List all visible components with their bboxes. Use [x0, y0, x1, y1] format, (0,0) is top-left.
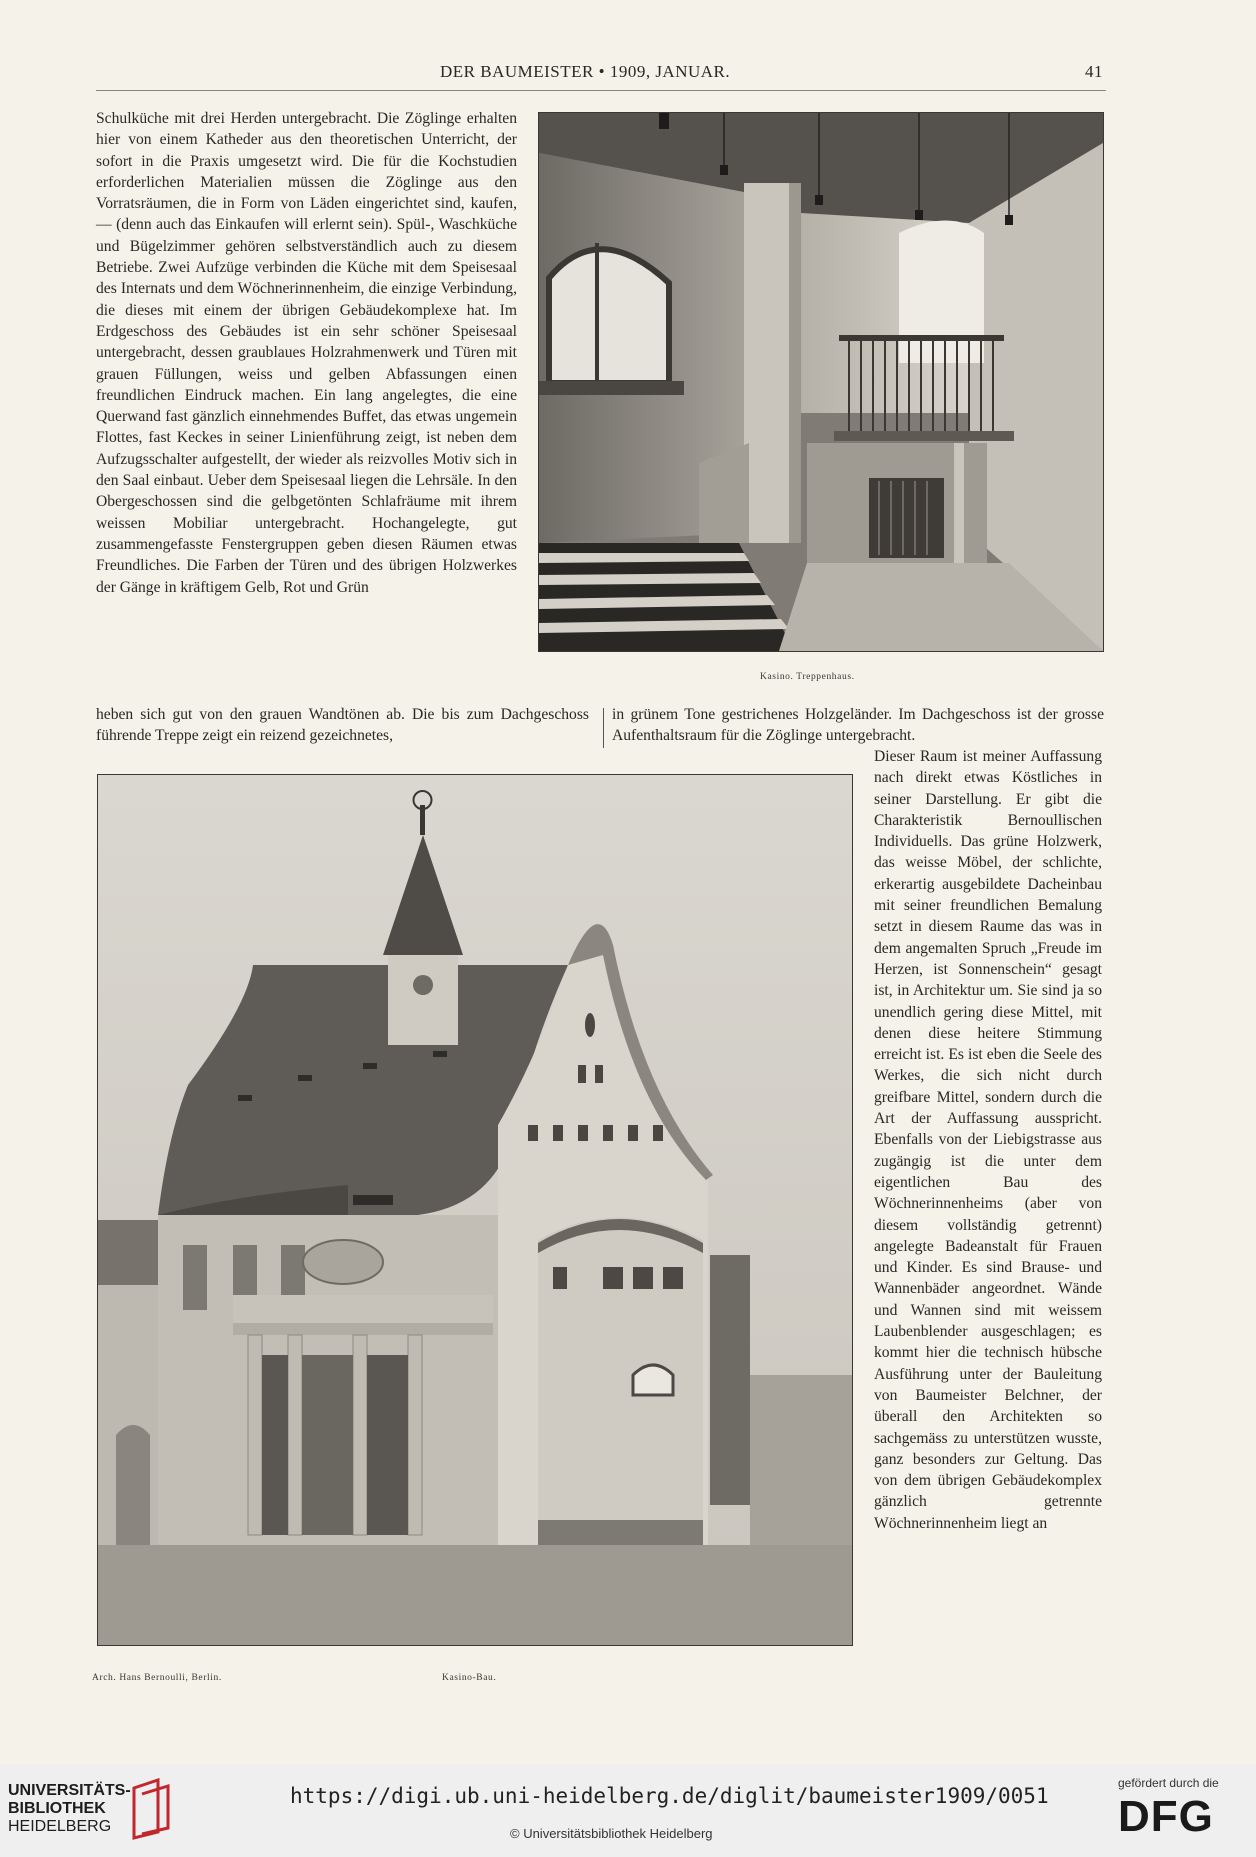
- text-column-right: [874, 746, 1102, 1534]
- paragraph-right: Dieser Raum ist meiner Auffassung nach direkt etwas Köstliches in seiner Darstellung. Er gibt die Charakteristik Bernoullischen Individuells. Das grüne Holzwerk, das weisse Möbel, der schlichte, erkerartig ausgebildete Dacheinbau mit seiner freundlichen Bemalung setzt in diesem Raume das was in dem angemalten Spruch „Freude im Herzen, ist Sonnenschein“ gesagt ist, in Architektur um. Sie sind ja so unendlich gering diese Mittel, mit denen diese heitere Stimmung erreicht ist. Es ist eben die Seele des Werkes, die sich nicht durch greifbare Mittel, sondern durch die Art der Auffassung ausspricht. Ebenfalls von der Liebigstrasse aus zugängig ist die unter dem eigentlichen Bau des Wöchnerinnenheims (aber von diesem vollständig getrennt) angelegte Badeanstalt für Frauen und Kinder. Es sind Brause- und Wannenbäder angeordnet. Wände und Wannen sind mit weissem Laubenblender ausgeschlagen; es kommt hier die technisch hübsche Ausführung unter der Bauleitung von Baumeister Belchner, der überall den Architekten so sachgemäss zu unterstützen wusste, ganz besonders zur Geltung. Das von dem übrigen Gebäudekomplex gänzlich getrennte Wöchnerinnenheim liegt an: [874, 748, 1102, 1532]
- running-title: DER BAUMEISTER • 1909, JANUAR.: [440, 62, 731, 81]
- library-name: [8, 1782, 131, 1836]
- dfg-logo: DFG: [1118, 1792, 1214, 1841]
- paragraph-left-top: Schulküche mit drei Herden untergebracht. Die Zöglinge erhalten hier von einem Katheder aus den theoretischen Unterricht, der sofort in die Praxis umgesetzt wird. Die für die Kochstudien erforderlichen Materialien müssen die Zöglinge aus den Vorratsräumen, die in Form von Läden eingerichtet sind, kaufen, — (denn auch das Einkaufen will erlernt sein). Spül-, Waschküche und Bügelzimmer gehören selbstverständlich auch zu diesem Betriebe. Zwei Aufzüge verbinden die Küche mit dem Speisesaal des Internats und dem Wöchnerinnenheim, die einzige Verbindung, die dieses mit einem der übrigen Gebäudekomplexe hat. Im Erdgeschoss des Gebäudes ist ein sehr schöner Speisesaal untergebracht, dessen graublaues Holzrahmenwerk und Türen mit grauen Füllungen, weiss und gelben Abfassungen einen freundlichen Eindruck machen. Ein lang angelegtes, die eine Querwand fast gänzlich einnehmendes Buffet, das etwas ungemein Flottes, fast Keckes in seiner Linienführung zeigt, ist neben dem Aufzugsschalter aufgestellt, der wieder als reizvolles Motiv sich in den Saal einbaut. Ueber dem Speisesaal liegen die Lehrsäle. In den Obergeschossen sind die gelbgetönten Schlafräume mit ihrem weissen Mobiliar untergebracht. Hochangelegte, gut zusammengefasste Fenstergruppen geben diesen Räumen etwas Freundliches. Die Farben der Türen und des übrigen Holzwerkes der Gänge in kräftigem Gelb, Rot und Grün: [96, 110, 517, 596]
- text-column-left-bottom: [96, 704, 589, 747]
- funded-by-label: gefördert durch die: [1118, 1776, 1219, 1790]
- footer-bar: [0, 1764, 1256, 1857]
- text-column-middle: [612, 704, 1104, 747]
- paragraph-middle: in grünem Tone gestrichenes Holzgeländer. Im Dachgeschoss ist der grosse Aufenthaltsraum für die Zöglinge untergebracht.: [612, 706, 1104, 745]
- building-photo: [97, 774, 853, 1646]
- text-column-left: [96, 108, 517, 598]
- header-rule: [96, 90, 1106, 91]
- column-separator: [603, 708, 604, 748]
- building-credit: Arch. Hans Bernoulli, Berlin.: [92, 1673, 222, 1683]
- library-line-2: BIBLIOTHEK: [8, 1800, 106, 1817]
- library-line-3: HEIDELBERG: [8, 1818, 112, 1835]
- building-caption: Kasino-Bau.: [442, 1673, 497, 1683]
- staircase-caption: Kasino. Treppenhaus.: [760, 672, 855, 682]
- copyright-notice: © Universitätsbibliothek Heidelberg: [510, 1826, 713, 1841]
- page-url[interactable]: https://digi.ub.uni-heidelberg.de/diglit/baumeister1909/0051: [290, 1784, 1049, 1808]
- library-logo-icon: [128, 1778, 174, 1840]
- paragraph-left-bottom: heben sich gut von den grauen Wandtönen ab. Die bis zum Dachgeschoss führende Treppe zeigt ein reizend gezeichnetes,: [96, 706, 589, 745]
- staircase-photo: [538, 112, 1104, 652]
- library-line-1: UNIVERSITÄTS-: [8, 1782, 131, 1799]
- page-number: 41: [1085, 62, 1103, 81]
